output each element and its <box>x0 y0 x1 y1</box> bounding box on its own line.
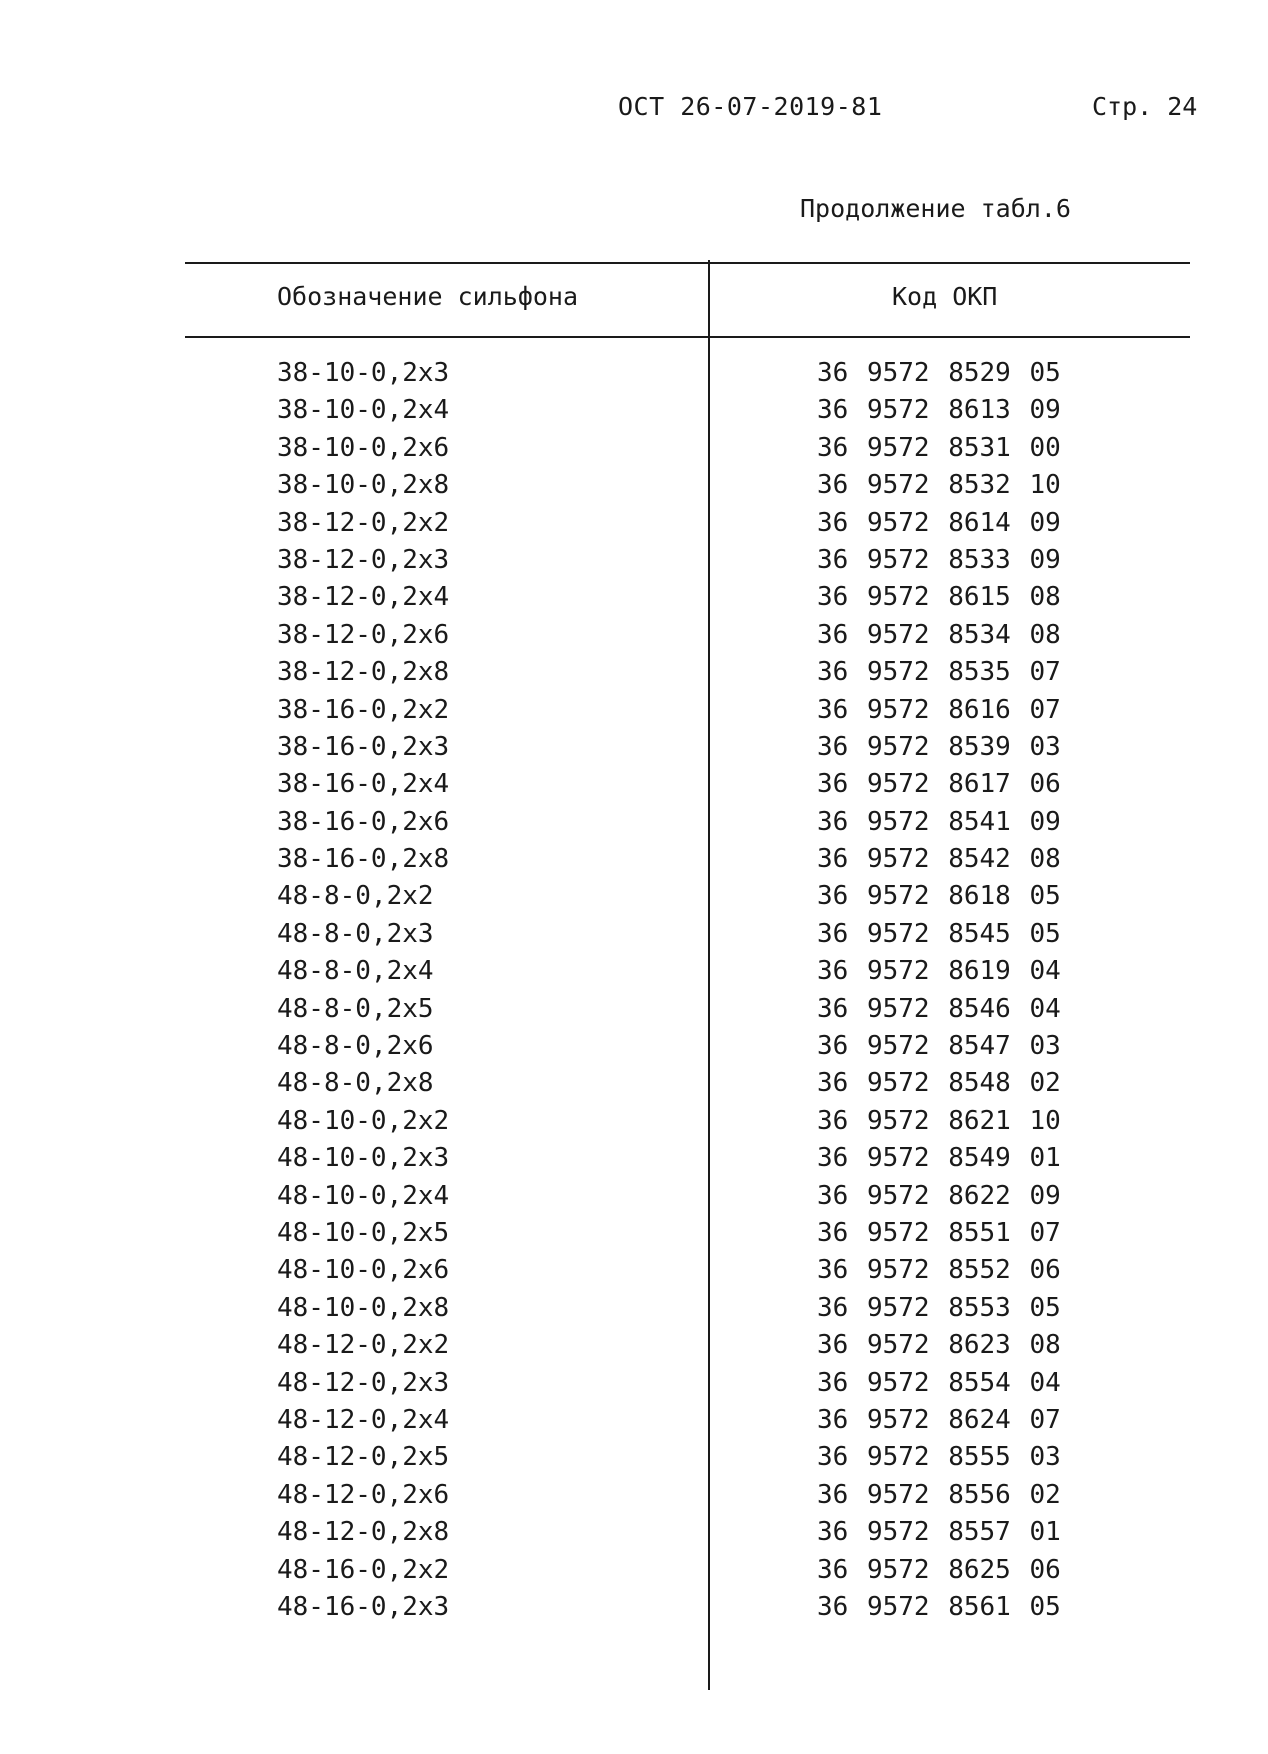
table-row <box>185 505 1190 542</box>
table-row <box>185 953 1190 990</box>
okp-code-cell: 36 9572 8546 04 <box>817 993 1061 1024</box>
okp-code-cell: 36 9572 8624 07 <box>817 1404 1061 1435</box>
bellows-designation-cell: 48-16-0,2х3 <box>277 1591 450 1622</box>
okp-code-cell: 36 9572 8621 10 <box>817 1105 1061 1136</box>
bellows-designation-cell: 48-10-0,2х4 <box>277 1180 450 1211</box>
table-row <box>185 1402 1190 1439</box>
page-number: Стр. 24 <box>1092 92 1198 121</box>
table-row <box>185 729 1190 766</box>
table-header-rule <box>185 336 1190 338</box>
document-code: ОСТ 26-07-2019-81 <box>618 92 883 121</box>
table-row <box>185 1103 1190 1140</box>
table-row <box>185 878 1190 915</box>
table-row <box>185 1365 1190 1402</box>
bellows-designation-cell: 38-12-0,2х2 <box>277 507 450 538</box>
bellows-designation-cell: 38-16-0,2х2 <box>277 694 450 725</box>
bellows-designation-cell: 48-8-0,2х6 <box>277 1031 434 1062</box>
bellows-designation-cell: 38-10-0,2х8 <box>277 470 450 501</box>
table-caption: Продолжение табл.6 <box>800 194 1071 223</box>
bellows-designation-cell: 48-8-0,2х5 <box>277 993 434 1024</box>
okp-code-cell: 36 9572 8548 02 <box>817 1068 1061 1099</box>
table-row <box>185 916 1190 953</box>
okp-code-cell: 36 9572 8535 07 <box>817 657 1061 688</box>
table-row <box>185 766 1190 803</box>
table-row <box>185 617 1190 654</box>
okp-code-cell: 36 9572 8533 09 <box>817 544 1061 575</box>
column-header-okp-code: Код ОКП <box>892 282 998 311</box>
bellows-designation-cell: 48-12-0,2х2 <box>277 1330 450 1361</box>
bellows-designation-cell: 48-12-0,2х8 <box>277 1517 450 1548</box>
bellows-designation-cell: 48-8-0,2х8 <box>277 1068 434 1099</box>
bellows-designation-cell: 38-10-0,2х4 <box>277 395 450 426</box>
okp-code-cell: 36 9572 8622 09 <box>817 1180 1061 1211</box>
bellows-designation-cell: 38-16-0,2х4 <box>277 769 450 800</box>
okp-code-cell: 36 9572 8551 07 <box>817 1217 1061 1248</box>
okp-code-cell: 36 9572 8625 06 <box>817 1554 1061 1585</box>
okp-code-cell: 36 9572 8618 05 <box>817 881 1061 912</box>
okp-code-cell: 36 9572 8561 05 <box>817 1591 1061 1622</box>
okp-code-cell: 36 9572 8549 01 <box>817 1143 1061 1174</box>
okp-code-cell: 36 9572 8552 06 <box>817 1255 1061 1286</box>
table-row <box>185 1514 1190 1551</box>
table-row <box>185 1327 1190 1364</box>
okp-code-cell: 36 9572 8531 00 <box>817 432 1061 463</box>
bellows-designation-cell: 38-12-0,2х6 <box>277 619 450 650</box>
bellows-designation-cell: 48-10-0,2х2 <box>277 1105 450 1136</box>
okp-code-cell: 36 9572 8615 08 <box>817 582 1061 613</box>
table-row <box>185 1140 1190 1177</box>
okp-code-cell: 36 9572 8532 10 <box>817 470 1061 501</box>
okp-code-cell: 36 9572 8557 01 <box>817 1517 1061 1548</box>
designation-table <box>185 260 1190 1705</box>
bellows-designation-cell: 48-16-0,2х2 <box>277 1554 450 1585</box>
table-row <box>185 579 1190 616</box>
okp-code-cell: 36 9572 8553 05 <box>817 1292 1061 1323</box>
table-row <box>185 392 1190 429</box>
table-row <box>185 692 1190 729</box>
bellows-designation-cell: 38-12-0,2х3 <box>277 544 450 575</box>
bellows-designation-cell: 38-12-0,2х4 <box>277 582 450 613</box>
bellows-designation-cell: 48-12-0,2х3 <box>277 1367 450 1398</box>
bellows-designation-cell: 48-10-0,2х6 <box>277 1255 450 1286</box>
bellows-designation-cell: 38-16-0,2х8 <box>277 844 450 875</box>
bellows-designation-cell: 48-12-0,2х6 <box>277 1479 450 1510</box>
bellows-designation-cell: 48-10-0,2х3 <box>277 1143 450 1174</box>
okp-code-cell: 36 9572 8542 08 <box>817 844 1061 875</box>
bellows-designation-cell: 38-16-0,2х3 <box>277 731 450 762</box>
table-row <box>185 355 1190 392</box>
table-body <box>185 355 1190 1626</box>
okp-code-cell: 36 9572 8623 08 <box>817 1330 1061 1361</box>
table-row <box>185 542 1190 579</box>
table-row <box>185 1589 1190 1626</box>
bellows-designation-cell: 48-8-0,2х2 <box>277 881 434 912</box>
table-row <box>185 1290 1190 1327</box>
bellows-designation-cell: 38-16-0,2х6 <box>277 806 450 837</box>
table-top-rule <box>185 262 1190 264</box>
okp-code-cell: 36 9572 8529 05 <box>817 358 1061 388</box>
bellows-designation-cell: 38-10-0,2х3 <box>277 358 450 388</box>
table-row <box>185 467 1190 504</box>
table-row <box>185 1439 1190 1476</box>
okp-code-cell: 36 9572 8613 09 <box>817 395 1061 426</box>
okp-code-cell: 36 9572 8541 09 <box>817 806 1061 837</box>
table-row <box>185 1252 1190 1289</box>
table-row <box>185 1028 1190 1065</box>
table-row <box>185 654 1190 691</box>
table-row <box>185 804 1190 841</box>
page-header <box>0 92 1268 132</box>
bellows-designation-cell: 48-8-0,2х4 <box>277 956 434 987</box>
bellows-designation-cell: 38-10-0,2х6 <box>277 432 450 463</box>
bellows-designation-cell: 48-12-0,2х5 <box>277 1442 450 1473</box>
okp-code-cell: 36 9572 8547 03 <box>817 1031 1061 1062</box>
table-row <box>185 1178 1190 1215</box>
okp-code-cell: 36 9572 8534 08 <box>817 619 1061 650</box>
table-row <box>185 1552 1190 1589</box>
bellows-designation-cell: 38-12-0,2х8 <box>277 657 450 688</box>
table-row <box>185 1477 1190 1514</box>
okp-code-cell: 36 9572 8539 03 <box>817 731 1061 762</box>
okp-code-cell: 36 9572 8617 06 <box>817 769 1061 800</box>
table-row <box>185 841 1190 878</box>
column-header-designation: Обозначение сильфона <box>277 282 579 311</box>
bellows-designation-cell: 48-10-0,2х5 <box>277 1217 450 1248</box>
okp-code-cell: 36 9572 8554 04 <box>817 1367 1061 1398</box>
okp-code-cell: 36 9572 8555 03 <box>817 1442 1061 1473</box>
bellows-designation-cell: 48-8-0,2х3 <box>277 918 434 949</box>
okp-code-cell: 36 9572 8556 02 <box>817 1479 1061 1510</box>
table-row <box>185 1215 1190 1252</box>
table-row <box>185 430 1190 467</box>
okp-code-cell: 36 9572 8614 09 <box>817 507 1061 538</box>
okp-code-cell: 36 9572 8616 07 <box>817 694 1061 725</box>
okp-code-cell: 36 9572 8619 04 <box>817 956 1061 987</box>
table-row <box>185 1065 1190 1102</box>
table-row <box>185 991 1190 1028</box>
okp-code-cell: 36 9572 8545 05 <box>817 918 1061 949</box>
bellows-designation-cell: 48-10-0,2х8 <box>277 1292 450 1323</box>
bellows-designation-cell: 48-12-0,2х4 <box>277 1404 450 1435</box>
